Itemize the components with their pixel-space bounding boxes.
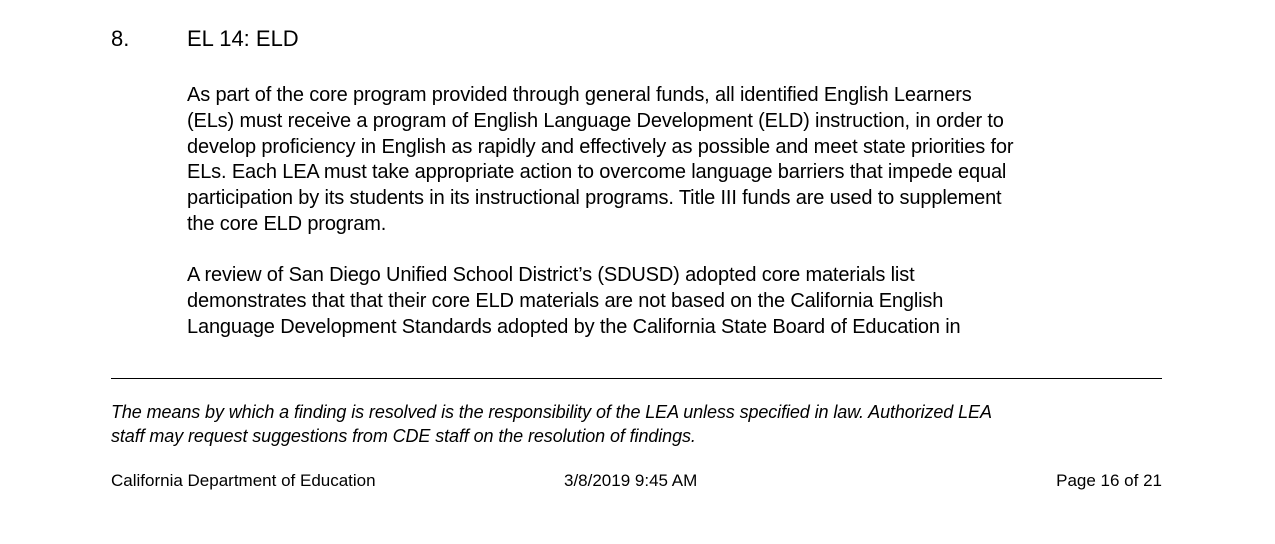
disclaimer-line: The means by which a finding is resolved is the responsibility of the LEA unless specified in law. Authorized LEA xyxy=(111,402,992,422)
paragraph-line: (ELs) must receive a program of English Language Development (ELD) instruction, in order to xyxy=(187,109,1004,132)
paragraph-line: the core ELD program. xyxy=(187,212,387,235)
paragraph-line: ELs. Each LEA must take appropriate action to overcome language barriers that impede equal xyxy=(187,161,1007,184)
footer-organization: California Department of Education xyxy=(111,471,376,490)
section-number: 8. xyxy=(111,26,130,51)
paragraph-line: demonstrates that that their core ELD materials are not based on the California English xyxy=(187,289,944,312)
footer-timestamp: 3/8/2019 9:45 AM xyxy=(564,471,698,490)
findings-disclaimer xyxy=(111,400,1171,448)
footer-page-number: Page 16 of 21 xyxy=(1056,471,1162,490)
footer-divider xyxy=(111,378,1162,379)
paragraph-line: develop proficiency in English as rapidly and effectively as possible and meet state priorities for xyxy=(187,135,1014,158)
paragraph-line: As part of the core program provided through general funds, all identified English Learners xyxy=(187,84,972,106)
disclaimer-line: staff may request suggestions from CDE staff on the resolution of findings. xyxy=(111,426,696,446)
paragraph-line: Language Development Standards adopted by the California State Board of Education in xyxy=(187,315,961,338)
body-paragraph-core-program xyxy=(187,83,1162,238)
section-title: EL 14: ELD xyxy=(187,26,299,51)
paragraph-line: participation by its students in its instructional programs. Title III funds are used to supplement xyxy=(187,187,1002,210)
paragraph-line: A review of San Diego Unified School District’s (SDUSD) adopted core materials list xyxy=(187,264,915,286)
body-paragraph-review xyxy=(187,263,1162,340)
